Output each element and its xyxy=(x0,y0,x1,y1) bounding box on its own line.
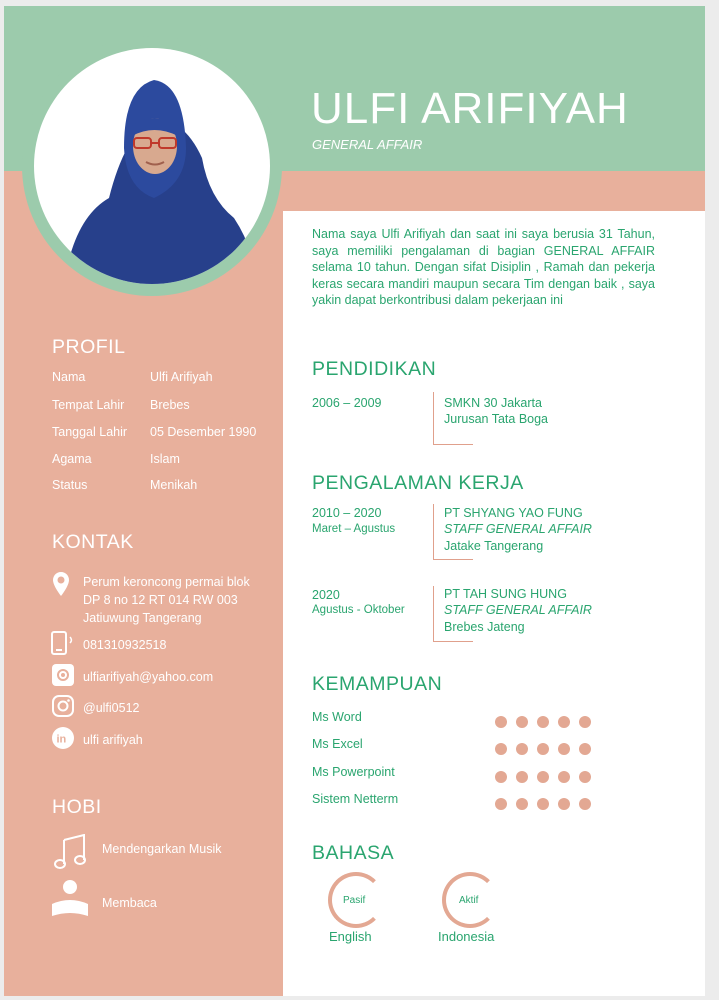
profil-label: Status xyxy=(52,478,88,492)
experience-year: 2010 – 2020 xyxy=(312,506,382,520)
about-text: Nama saya Ulfi Arifiyah dan saat ini saya berusia 31 Tahun, saya memiliki pengalaman di bagian GENERAL AFFAIR selama 10 tahun. Dengan sifat Disiplin , Ramah dan pekerja keras secara mandiri maupun secara Tim dengan baik , saya yakin dapat berkontribusi dalam pekerjaan ini xyxy=(312,227,655,308)
skill-dot xyxy=(579,798,591,810)
email-address: ulfiarifiyah@yahoo.com xyxy=(83,670,214,684)
profil-value: Menikah xyxy=(150,478,198,492)
timeline-bracket xyxy=(433,586,434,641)
experience-year: 2020 xyxy=(312,588,340,602)
pendidikan-heading: PENDIDIKAN xyxy=(312,358,437,380)
full-name: ULFI ARIFIYAH xyxy=(311,84,629,133)
skill-dot xyxy=(516,771,528,783)
email-icon xyxy=(51,663,75,687)
skill-name: Ms Excel xyxy=(312,737,363,751)
location-pin-icon xyxy=(52,571,70,597)
profil-label: Agama xyxy=(52,452,92,466)
skill-dot xyxy=(495,798,507,810)
skill-name: Ms Powerpoint xyxy=(312,765,395,779)
kemampuan-heading: KEMAMPUAN xyxy=(312,673,443,695)
skill-dot xyxy=(537,716,549,728)
skill-dot xyxy=(516,716,528,728)
svg-text:in: in xyxy=(56,733,67,746)
profil-label: Tanggal Lahir xyxy=(52,425,128,439)
skill-dot xyxy=(495,771,507,783)
profil-label: Tempat Lahir xyxy=(52,398,125,412)
reader-icon xyxy=(50,878,90,918)
skill-dot xyxy=(537,798,549,810)
company-name: PT TAH SUNG HUNG xyxy=(444,587,567,601)
school-name: SMKN 30 Jakarta xyxy=(444,396,542,410)
resume-page xyxy=(4,6,705,996)
skill-dot xyxy=(579,716,591,728)
hobby-item: Mendengarkan Musik xyxy=(102,842,222,856)
education-period: 2006 – 2009 xyxy=(312,396,382,410)
timeline-bracket-base xyxy=(433,559,473,560)
company-location: Brebes Jateng xyxy=(444,620,525,634)
school-major: Jurusan Tata Boga xyxy=(444,412,549,426)
profile-photo xyxy=(34,48,270,284)
skill-dot xyxy=(558,743,570,755)
profil-heading: PROFIL xyxy=(52,336,126,358)
profil-value: Ulfi Arifiyah xyxy=(150,370,213,384)
hobi-heading: HOBI xyxy=(52,796,102,818)
hobby-item: Membaca xyxy=(102,896,157,910)
position-title: STAFF GENERAL AFFAIR xyxy=(444,522,592,536)
language-level: Pasif xyxy=(343,895,366,906)
skill-name: Sistem Netterm xyxy=(312,792,399,806)
skill-dot xyxy=(558,771,570,783)
skill-dot xyxy=(495,716,507,728)
skill-dot xyxy=(516,798,528,810)
company-name: PT SHYANG YAO FUNG xyxy=(444,506,583,520)
profil-value: 05 Desember 1990 xyxy=(150,425,257,439)
timeline-bracket-base xyxy=(433,444,473,445)
linkedin-name: ulfi arifiyah xyxy=(83,733,143,747)
skill-dot xyxy=(495,743,507,755)
skill-dot xyxy=(516,743,528,755)
skill-dot xyxy=(537,743,549,755)
job-title: GENERAL AFFAIR xyxy=(312,137,423,152)
profil-value: Islam xyxy=(150,452,180,466)
instagram-icon xyxy=(51,694,75,718)
phone-icon xyxy=(50,631,78,655)
timeline-bracket xyxy=(433,392,434,444)
experience-months: Agustus - Oktober xyxy=(312,604,405,616)
address-line: Jatiuwung Tangerang xyxy=(83,611,202,625)
skill-name: Ms Word xyxy=(312,710,362,724)
skill-dot xyxy=(579,771,591,783)
pengalaman-heading: PENGALAMAN KERJA xyxy=(312,472,524,494)
bahasa-heading: BAHASA xyxy=(312,842,395,864)
skill-dot xyxy=(558,798,570,810)
instagram-handle: @ulfi0512 xyxy=(83,701,140,715)
language-name: English xyxy=(329,929,372,944)
music-note-icon xyxy=(54,834,88,870)
kontak-heading: KONTAK xyxy=(52,531,134,553)
skill-dot xyxy=(537,771,549,783)
address-line: DP 8 no 12 RT 014 RW 003 xyxy=(83,593,238,607)
phone-number: 081310932518 xyxy=(83,638,167,652)
timeline-bracket xyxy=(433,504,434,559)
company-location: Jatake Tangerang xyxy=(444,539,544,553)
profil-label: Nama xyxy=(52,370,86,384)
skill-dot xyxy=(579,743,591,755)
address-line: Perum keroncong permai blok xyxy=(83,575,250,589)
timeline-bracket-base xyxy=(433,641,473,642)
skill-dot xyxy=(558,716,570,728)
experience-months: Maret – Agustus xyxy=(312,523,396,535)
language-level: Aktif xyxy=(459,895,479,906)
profil-value: Brebes xyxy=(150,398,190,412)
language-name: Indonesia xyxy=(438,929,495,944)
linkedin-icon xyxy=(51,726,75,750)
position-title: STAFF GENERAL AFFAIR xyxy=(444,603,592,617)
